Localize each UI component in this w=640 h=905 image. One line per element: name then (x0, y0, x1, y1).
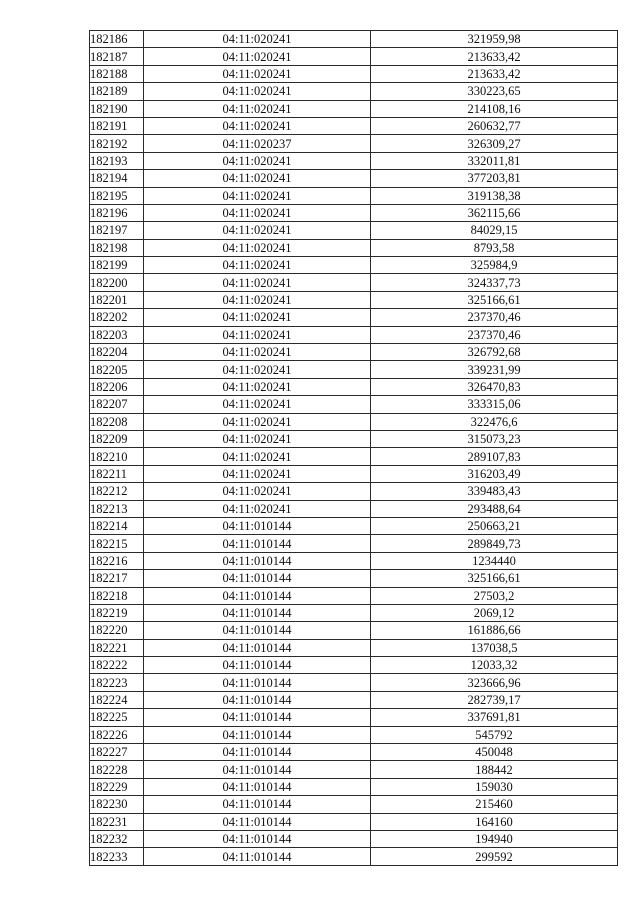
row-amount-cell: 289107,83 (371, 448, 618, 465)
row-id-cell: 182225 (90, 709, 144, 726)
row-id-cell: 182199 (90, 257, 144, 274)
table-row (90, 170, 618, 187)
row-id-cell: 182227 (90, 744, 144, 761)
row-code-cell: 04:11:020241 (144, 430, 371, 447)
table-row (90, 796, 618, 813)
row-code-cell: 04:11:020241 (144, 222, 371, 239)
row-code-cell: 04:11:020241 (144, 257, 371, 274)
table-row (90, 691, 618, 708)
row-id-cell: 182229 (90, 778, 144, 795)
table-row (90, 309, 618, 326)
row-amount-cell: 326309,27 (371, 135, 618, 152)
row-code-cell: 04:11:020241 (144, 187, 371, 204)
row-id-cell: 182219 (90, 604, 144, 621)
table-row (90, 604, 618, 621)
row-code-cell: 04:11:020241 (144, 31, 371, 48)
row-id-cell: 182230 (90, 796, 144, 813)
table-row (90, 274, 618, 291)
row-code-cell: 04:11:020241 (144, 83, 371, 100)
table-row (90, 517, 618, 534)
row-amount-cell: 339483,43 (371, 483, 618, 500)
row-amount-cell: 332011,81 (371, 152, 618, 169)
row-code-cell: 04:11:010144 (144, 761, 371, 778)
row-code-cell: 04:11:010144 (144, 639, 371, 656)
row-id-cell: 182194 (90, 170, 144, 187)
row-id-cell: 182209 (90, 430, 144, 447)
table-row (90, 257, 618, 274)
table-row (90, 204, 618, 221)
row-amount-cell: 337691,81 (371, 709, 618, 726)
table-row (90, 465, 618, 482)
row-amount-cell: 237370,46 (371, 326, 618, 343)
table-row (90, 396, 618, 413)
row-code-cell: 04:11:020241 (144, 204, 371, 221)
row-code-cell: 04:11:020237 (144, 135, 371, 152)
table-row (90, 848, 618, 865)
row-id-cell: 182214 (90, 517, 144, 534)
table-row (90, 344, 618, 361)
row-id-cell: 182222 (90, 657, 144, 674)
row-amount-cell: 8793,58 (371, 239, 618, 256)
row-id-cell: 182207 (90, 396, 144, 413)
row-code-cell: 04:11:010144 (144, 778, 371, 795)
table-row (90, 83, 618, 100)
row-code-cell: 04:11:020241 (144, 274, 371, 291)
row-amount-cell: 188442 (371, 761, 618, 778)
row-code-cell: 04:11:020241 (144, 378, 371, 395)
row-id-cell: 182233 (90, 848, 144, 865)
row-code-cell: 04:11:020241 (144, 326, 371, 343)
row-id-cell: 182224 (90, 691, 144, 708)
row-amount-cell: 282739,17 (371, 691, 618, 708)
row-code-cell: 04:11:010144 (144, 552, 371, 569)
row-amount-cell: 326470,83 (371, 378, 618, 395)
row-amount-cell: 325166,61 (371, 570, 618, 587)
table-row (90, 813, 618, 830)
row-amount-cell: 213633,42 (371, 65, 618, 82)
table-row (90, 500, 618, 517)
row-amount-cell: 324337,73 (371, 274, 618, 291)
row-amount-cell: 12033,32 (371, 657, 618, 674)
table-row (90, 326, 618, 343)
row-id-cell: 182202 (90, 309, 144, 326)
table-body (90, 31, 618, 866)
row-amount-cell: 164160 (371, 813, 618, 830)
table-row (90, 152, 618, 169)
row-code-cell: 04:11:010144 (144, 709, 371, 726)
row-amount-cell: 316203,49 (371, 465, 618, 482)
row-amount-cell: 250663,21 (371, 517, 618, 534)
row-id-cell: 182204 (90, 344, 144, 361)
row-code-cell: 04:11:010144 (144, 622, 371, 639)
table-row (90, 48, 618, 65)
table-row (90, 361, 618, 378)
row-id-cell: 182195 (90, 187, 144, 204)
row-amount-cell: 330223,65 (371, 83, 618, 100)
row-id-cell: 182226 (90, 726, 144, 743)
table-row (90, 448, 618, 465)
row-amount-cell: 545792 (371, 726, 618, 743)
table-row (90, 430, 618, 447)
row-id-cell: 182186 (90, 31, 144, 48)
row-id-cell: 182190 (90, 100, 144, 117)
row-amount-cell: 237370,46 (371, 309, 618, 326)
table-row (90, 291, 618, 308)
row-amount-cell: 299592 (371, 848, 618, 865)
table-row (90, 657, 618, 674)
row-code-cell: 04:11:020241 (144, 483, 371, 500)
row-code-cell: 04:11:020241 (144, 170, 371, 187)
table-row (90, 65, 618, 82)
table-row (90, 413, 618, 430)
row-code-cell: 04:11:020241 (144, 344, 371, 361)
row-id-cell: 182216 (90, 552, 144, 569)
row-code-cell: 04:11:020241 (144, 361, 371, 378)
row-code-cell: 04:11:010144 (144, 535, 371, 552)
table-row (90, 187, 618, 204)
table-row (90, 100, 618, 117)
row-code-cell: 04:11:010144 (144, 813, 371, 830)
row-code-cell: 04:11:010144 (144, 674, 371, 691)
table-row (90, 378, 618, 395)
table-row (90, 761, 618, 778)
table-row (90, 117, 618, 134)
row-amount-cell: 362115,66 (371, 204, 618, 221)
row-id-cell: 182203 (90, 326, 144, 343)
row-amount-cell: 137038,5 (371, 639, 618, 656)
row-amount-cell: 161886,66 (371, 622, 618, 639)
row-amount-cell: 450048 (371, 744, 618, 761)
row-amount-cell: 215460 (371, 796, 618, 813)
row-id-cell: 182223 (90, 674, 144, 691)
row-id-cell: 182192 (90, 135, 144, 152)
row-amount-cell: 27503,2 (371, 587, 618, 604)
table-row (90, 552, 618, 569)
row-amount-cell: 333315,06 (371, 396, 618, 413)
row-code-cell: 04:11:020241 (144, 152, 371, 169)
row-id-cell: 182213 (90, 500, 144, 517)
table-row (90, 31, 618, 48)
row-amount-cell: 321959,98 (371, 31, 618, 48)
table-row (90, 570, 618, 587)
table-row (90, 639, 618, 656)
row-amount-cell: 214108,16 (371, 100, 618, 117)
row-id-cell: 182191 (90, 117, 144, 134)
row-code-cell: 04:11:010144 (144, 830, 371, 847)
table-row (90, 622, 618, 639)
row-code-cell: 04:11:010144 (144, 570, 371, 587)
row-code-cell: 04:11:020241 (144, 465, 371, 482)
row-code-cell: 04:11:020241 (144, 291, 371, 308)
row-id-cell: 182215 (90, 535, 144, 552)
row-code-cell: 04:11:020241 (144, 396, 371, 413)
row-id-cell: 182221 (90, 639, 144, 656)
row-amount-cell: 293488,64 (371, 500, 618, 517)
row-id-cell: 182228 (90, 761, 144, 778)
row-id-cell: 182217 (90, 570, 144, 587)
row-code-cell: 04:11:010144 (144, 657, 371, 674)
table-row (90, 483, 618, 500)
row-id-cell: 182201 (90, 291, 144, 308)
row-amount-cell: 322476,6 (371, 413, 618, 430)
row-id-cell: 182205 (90, 361, 144, 378)
row-id-cell: 182210 (90, 448, 144, 465)
row-id-cell: 182198 (90, 239, 144, 256)
row-amount-cell: 194940 (371, 830, 618, 847)
table-row (90, 239, 618, 256)
row-amount-cell: 159030 (371, 778, 618, 795)
table-row (90, 587, 618, 604)
row-amount-cell: 84029,15 (371, 222, 618, 239)
table-row (90, 135, 618, 152)
row-code-cell: 04:11:020241 (144, 500, 371, 517)
row-code-cell: 04:11:020241 (144, 239, 371, 256)
table-row (90, 778, 618, 795)
row-amount-cell: 260632,77 (371, 117, 618, 134)
row-code-cell: 04:11:010144 (144, 587, 371, 604)
table-row (90, 674, 618, 691)
row-id-cell: 182193 (90, 152, 144, 169)
data-table (89, 30, 618, 866)
table-row (90, 830, 618, 847)
row-code-cell: 04:11:020241 (144, 65, 371, 82)
row-amount-cell: 325166,61 (371, 291, 618, 308)
row-amount-cell: 325984,9 (371, 257, 618, 274)
row-code-cell: 04:11:020241 (144, 48, 371, 65)
row-amount-cell: 1234440 (371, 552, 618, 569)
row-amount-cell: 2069,12 (371, 604, 618, 621)
row-id-cell: 182211 (90, 465, 144, 482)
row-code-cell: 04:11:010144 (144, 517, 371, 534)
row-amount-cell: 339231,99 (371, 361, 618, 378)
row-id-cell: 182220 (90, 622, 144, 639)
table-row (90, 535, 618, 552)
row-code-cell: 04:11:020241 (144, 117, 371, 134)
row-code-cell: 04:11:020241 (144, 413, 371, 430)
row-amount-cell: 289849,73 (371, 535, 618, 552)
table-row (90, 726, 618, 743)
row-amount-cell: 315073,23 (371, 430, 618, 447)
row-code-cell: 04:11:020241 (144, 309, 371, 326)
row-amount-cell: 319138,38 (371, 187, 618, 204)
row-amount-cell: 213633,42 (371, 48, 618, 65)
row-amount-cell: 326792,68 (371, 344, 618, 361)
row-id-cell: 182188 (90, 65, 144, 82)
row-id-cell: 182231 (90, 813, 144, 830)
table-row (90, 709, 618, 726)
row-code-cell: 04:11:020241 (144, 100, 371, 117)
row-id-cell: 182206 (90, 378, 144, 395)
row-code-cell: 04:11:010144 (144, 604, 371, 621)
row-id-cell: 182189 (90, 83, 144, 100)
row-code-cell: 04:11:010144 (144, 691, 371, 708)
row-id-cell: 182218 (90, 587, 144, 604)
row-code-cell: 04:11:010144 (144, 744, 371, 761)
row-code-cell: 04:11:020241 (144, 448, 371, 465)
row-id-cell: 182232 (90, 830, 144, 847)
row-amount-cell: 377203,81 (371, 170, 618, 187)
row-id-cell: 182187 (90, 48, 144, 65)
row-id-cell: 182197 (90, 222, 144, 239)
table-row (90, 222, 618, 239)
row-id-cell: 182196 (90, 204, 144, 221)
row-code-cell: 04:11:010144 (144, 848, 371, 865)
table-row (90, 744, 618, 761)
row-code-cell: 04:11:010144 (144, 796, 371, 813)
row-id-cell: 182208 (90, 413, 144, 430)
row-amount-cell: 323666,96 (371, 674, 618, 691)
row-id-cell: 182200 (90, 274, 144, 291)
row-id-cell: 182212 (90, 483, 144, 500)
row-code-cell: 04:11:010144 (144, 726, 371, 743)
